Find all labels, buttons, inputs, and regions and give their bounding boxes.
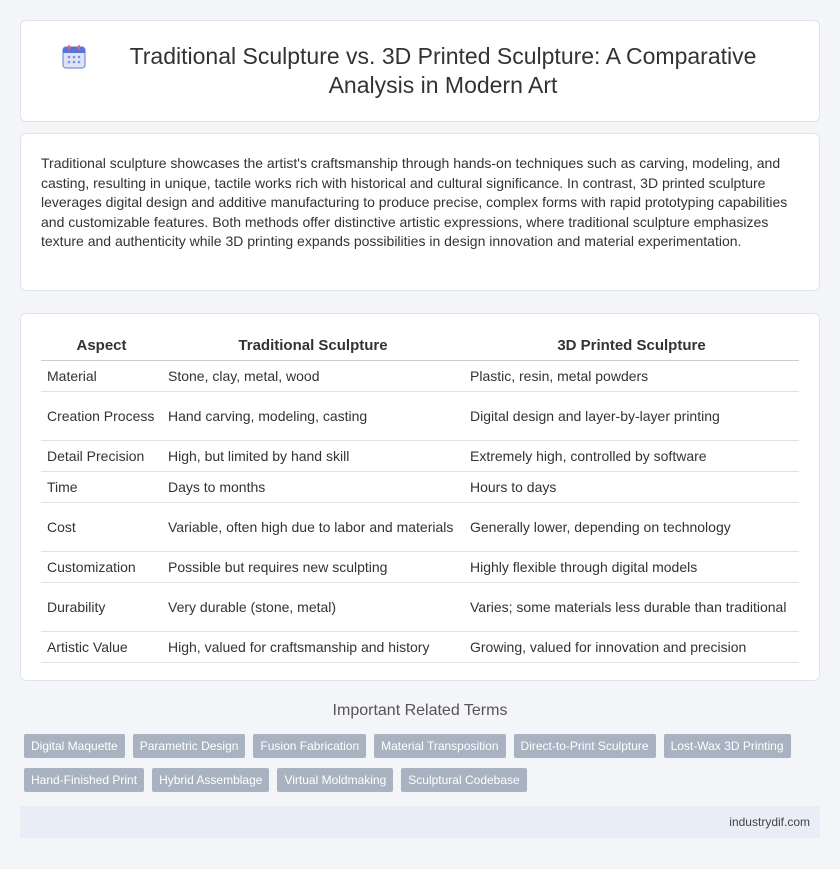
table-header-row	[41, 332, 799, 360]
cell-traditional: High, but limited by hand skill	[162, 440, 464, 471]
column-header-aspect: Aspect	[41, 332, 162, 360]
cell-3d-printed: Growing, valued for innovation and precision	[464, 631, 799, 662]
calendar-icon	[61, 44, 87, 70]
cell-traditional: Stone, clay, metal, wood	[162, 360, 464, 391]
related-terms-title: Important Related Terms	[332, 702, 508, 719]
related-terms-list	[24, 734, 804, 792]
comparison-table	[41, 332, 799, 663]
related-term-tag[interactable]: Direct-to-Print Sculpture	[514, 734, 656, 758]
column-header-traditional: Traditional Sculpture	[162, 332, 464, 360]
table-row	[41, 360, 799, 391]
cell-aspect: Durability	[41, 582, 162, 631]
cell-traditional: Variable, often high due to labor and materials	[162, 502, 464, 551]
related-term-tag[interactable]: Virtual Moldmaking	[277, 768, 393, 792]
related-term-tag[interactable]: Lost-Wax 3D Printing	[664, 734, 791, 758]
table-row	[41, 551, 799, 582]
table-row	[41, 391, 799, 440]
column-header-3d-printed: 3D Printed Sculpture	[464, 332, 799, 360]
related-term-tag[interactable]: Material Transposition	[374, 734, 505, 758]
cell-3d-printed: Plastic, resin, metal powders	[464, 360, 799, 391]
related-term-tag[interactable]: Hand-Finished Print	[24, 768, 144, 792]
footer	[20, 806, 820, 838]
comparison-table-card	[20, 313, 820, 681]
footer-site-link[interactable]: industrydif.com	[729, 815, 810, 829]
related-term-tag[interactable]: Hybrid Assemblage	[152, 768, 269, 792]
related-term-tag[interactable]: Fusion Fabrication	[253, 734, 366, 758]
cell-aspect: Time	[41, 471, 162, 502]
cell-traditional: High, valued for craftsmanship and history	[162, 631, 464, 662]
cell-aspect: Artistic Value	[41, 631, 162, 662]
cell-3d-printed: Digital design and layer-by-layer printing	[464, 391, 799, 440]
cell-traditional: Very durable (stone, metal)	[162, 582, 464, 631]
table-row	[41, 631, 799, 662]
related-term-tag[interactable]: Sculptural Codebase	[401, 768, 526, 792]
related-term-tag[interactable]: Parametric Design	[133, 734, 246, 758]
intro-paragraph: Traditional sculpture showcases the artist's craftsmanship through hands-on techniques such as carving, modeling, and casting, resulting in unique, tactile works rich with historical and cultural significance. In contrast, 3D printed sculpture leverages digital design and additive manufacturing to produce precise, complex forms with rapid prototyping capabilities and customizable features. Both methods offer distinctive artistic expressions, where traditional sculpture emphasizes texture and authenticity while 3D printing expands possibilities in design innovation and material experimentation.	[41, 155, 788, 249]
cell-3d-printed: Generally lower, depending on technology	[464, 502, 799, 551]
related-term-tag[interactable]: Digital Maquette	[24, 734, 125, 758]
table-row	[41, 502, 799, 551]
cell-3d-printed: Hours to days	[464, 471, 799, 502]
cell-aspect: Material	[41, 360, 162, 391]
cell-aspect: Creation Process	[41, 391, 162, 440]
intro-card	[20, 133, 820, 291]
cell-3d-printed: Highly flexible through digital models	[464, 551, 799, 582]
cell-aspect: Detail Precision	[41, 440, 162, 471]
cell-traditional: Hand carving, modeling, casting	[162, 391, 464, 440]
cell-aspect: Customization	[41, 551, 162, 582]
cell-traditional: Possible but requires new sculpting	[162, 551, 464, 582]
page-title: Traditional Sculpture vs. 3D Printed Sculpture: A Comparative Analysis in Modern Art	[129, 43, 757, 98]
header-card	[20, 20, 820, 122]
cell-aspect: Cost	[41, 502, 162, 551]
table-row	[41, 582, 799, 631]
table-row	[41, 471, 799, 502]
table-row	[41, 440, 799, 471]
cell-3d-printed: Varies; some materials less durable than traditional	[464, 582, 799, 631]
cell-3d-printed: Extremely high, controlled by software	[464, 440, 799, 471]
cell-traditional: Days to months	[162, 471, 464, 502]
